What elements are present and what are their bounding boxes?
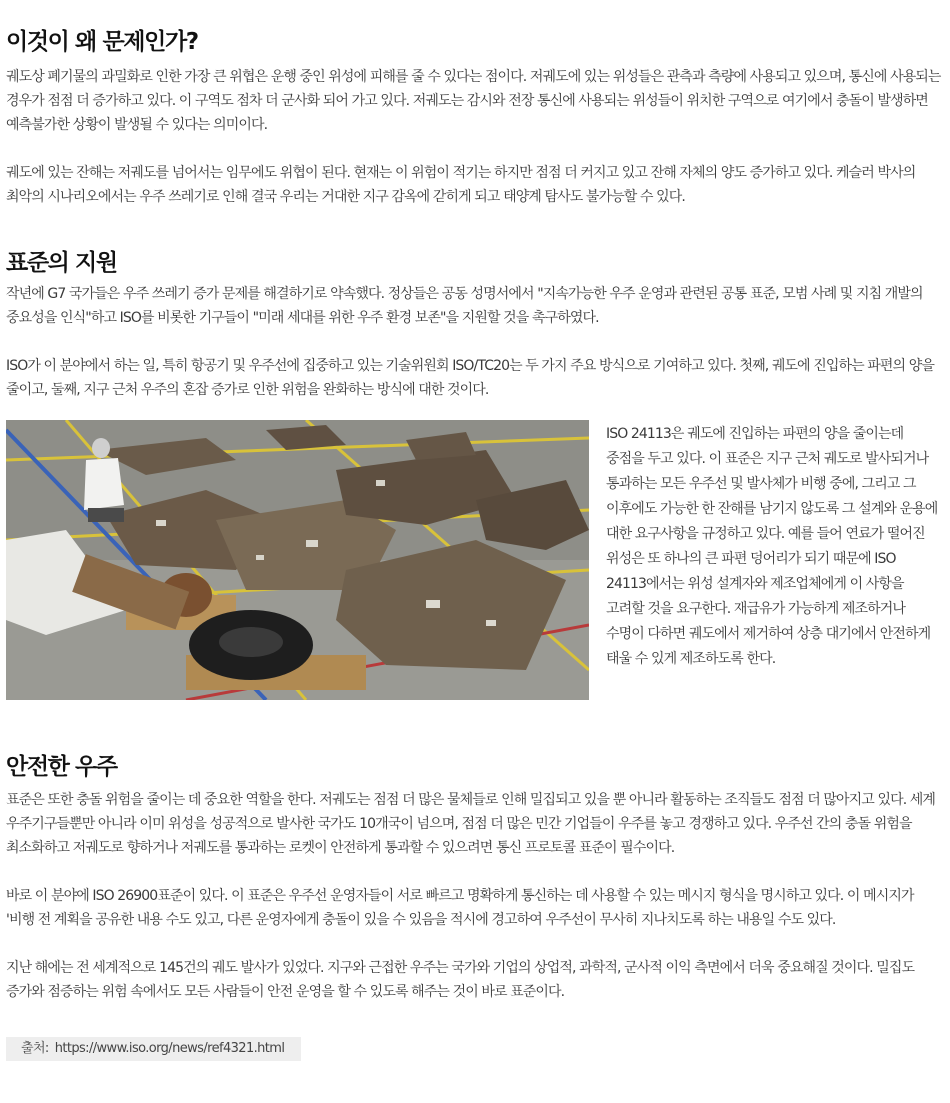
source-url-link[interactable]: https://www.iso.org/news/ref4321.html <box>54 1041 285 1056</box>
section1-paragraph-2: 궤도에 있는 잔해는 저궤도를 넘어서는 임무에도 위협이 된다. 현재는 이 위험이 적기는 하지만 점점 더 커지고 있고 잔해 자체의 양도 증가하고 있다. 케슬러 박사의 최악의 시나리오에서는 우주 쓰레기로 인해 결국 우리는 거대한 지구 감옥에 갇히게 되고 태양계 탐사도 불가능할 수 있다. <box>6 165 916 205</box>
section2-paragraph-1: 작년에 G7 국가들은 우주 쓰레기 증가 문제를 해결하기로 약속했다. 정상들은 공동 성명서에서 "지속가능한 우주 운영과 관련된 공통 표준, 모범 사례 및 지침 개발의 중요성을 인식"하고 ISO를 비롯한 기구들이 "미래 세대를 위한 우주 환경 보존"을 지원할 것을 촉구하였다. <box>6 286 923 326</box>
paragraph-gap <box>6 137 944 161</box>
section1-paragraph-1: 궤도상 폐기물의 과밀화로 인한 가장 큰 위협은 운행 중인 위성에 피해를 줄 수 있다는 점이다. 저궤도에 있는 위성들은 관측과 측량에 사용되고 있으며, 통신에 사용되는 경우가 점점 더 증가하고 있다. 이 구역도 점차 더 군사화 되어 가고 있다. 저궤도는 감시와 전장 통신에 사용되는 위성들이 위치한 구역으로 여기에서 충돌이 발생하면 예측불가한 상황이 발생될 수 있다는 의미이다. <box>6 69 941 133</box>
debris-warehouse-photo <box>6 420 589 700</box>
paragraph-gap <box>6 932 944 956</box>
figure-row <box>6 420 944 700</box>
section3-paragraph-2: 바로 이 분야에 ISO 26900표준이 있다. 이 표준은 우주선 운영자들이 서로 빠르고 명확하게 통신하는 데 사용할 수 있는 메시지 형식을 명시하고 있다. 이 메시지가 '비행 전 계획을 공유한 내용 수도 있고, 다른 운영자에게 충돌이 있을 수 있음을 적시에 경고하여 우주선이 무사히 지나치도록 하는 내용일 수도 있다. <box>6 888 914 928</box>
section2-paragraph-2: ISO가 이 분야에서 하는 일, 특히 항공기 및 우주선에 집중하고 있는 기술위원회 ISO/TC20는 두 가지 주요 방식으로 기여하고 있다. 첫째, 궤도에 진입하는 파편의 양을 줄이고, 둘째, 지구 근처 우주의 혼잡 증가로 인한 위험을 완화하는 방식에 대한 것이다. <box>6 358 934 398</box>
section-title-safe-space: 안전한 우주 <box>6 754 117 780</box>
iso-24113-description: ISO 24113은 궤도에 진입하는 파편의 양을 줄이는데 중점을 두고 있다. 이 표준은 지구 근처 궤도로 발사되거나 통과하는 모든 우주선 및 발사체가 비행 중에, 그리고 그 이후에도 가능한 한 잔해를 남기지 않도록 그 설계와 운용에 대한 요구사항을 규정하고 있다. 예를 들어 연료가 떨어진 위성은 또 하나의 큰 파편 덩어리가 되기 때문에 ISO 24113에서는 위성 설계자와 제조업체에게 이 사항을 고려할 것을 요구한다. 재급유가 가능하게 제조하거나 수명이 다하면 궤도에서 제거하여 상층 대기에서 안전하게 태울 수 있게 제조하도록 한다. <box>606 426 938 667</box>
section3-paragraph-1: 표준은 또한 충돌 위험을 줄이는 데 중요한 역할을 한다. 저궤도는 점점 더 많은 물체들로 인해 밀집되고 있을 뿐 아니라 활동하는 조직들도 점점 더 많아지고 있다. 세계 우주기구들뿐만 아니라 이미 위성을 성공적으로 발사한 국가도 10개국이 넘으며, 점점 더 많은 민간 기업들이 우주를 놓고 경쟁하고 있다. 우주선 간의 충돌 위험을 최소화하고 저궤도로 향하거나 저궤도를 통과하는 로켓이 안전하게 통과할 수 있으려면 통신 프로토콜 표준이 필수이다. <box>6 792 936 856</box>
section-title-standards-support: 표준의 지원 <box>6 250 117 276</box>
paragraph-gap <box>6 860 944 884</box>
article <box>6 0 944 1061</box>
source-label: 출처: <box>21 1041 49 1056</box>
paragraph-gap <box>6 330 944 354</box>
section3-paragraph-3: 지난 해에는 전 세계적으로 145건의 궤도 발사가 있었다. 지구와 근접한 우주는 국가와 기업의 상업적, 과학적, 군사적 이익 측면에서 더욱 중요해질 것이다. 밀집도 증가와 점증하는 위험 속에서도 모든 사람들이 안전 운영을 할 수 있도록 해주는 것이 바로 표준이다. <box>6 960 915 1000</box>
source-citation <box>6 1037 301 1061</box>
section-title-why-problem: 이것이 왜 문제인가? <box>6 29 198 55</box>
